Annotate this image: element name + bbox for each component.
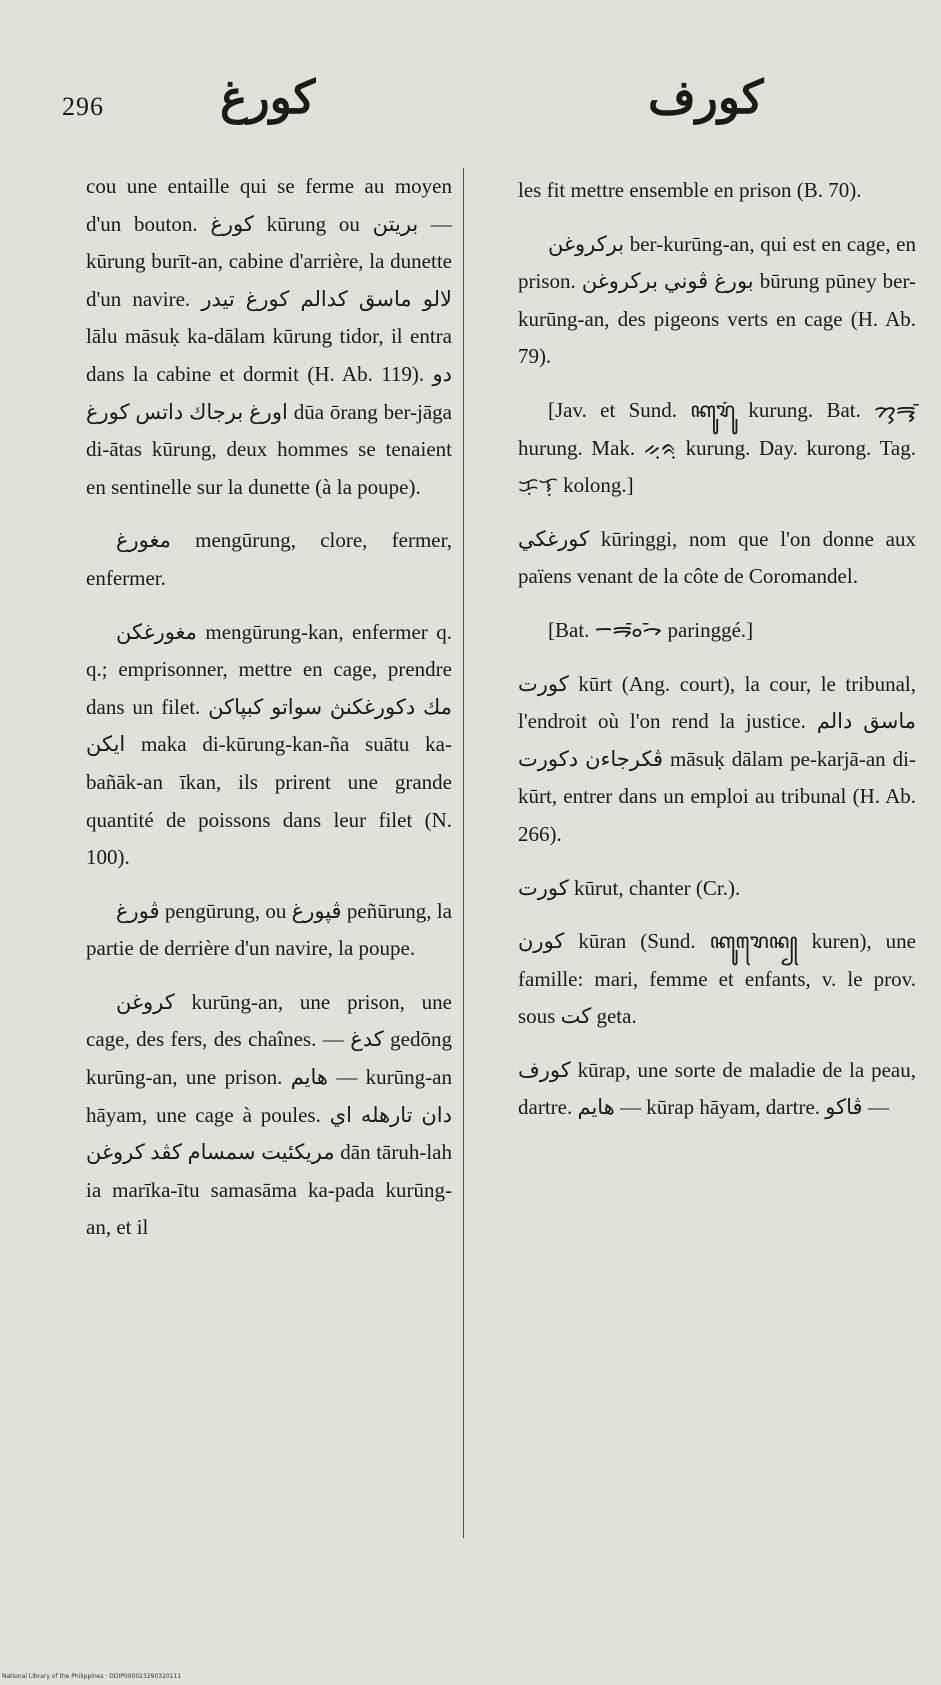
etymology-note: [Bat. ᯇᯒᯪᯰᯎᯩ paringgé.] — [548, 617, 754, 642]
left-column — [86, 168, 452, 1263]
entry-paragraph: کورت kūrt (Ang. court), la cour, le tribunal, l'endroit où l'on rend la justice. ماسق دالم ڤکرجاءن دکورت māsuḳ dālam pe-karjā-an di-kūrt, entrer dans un emploi au tribunal (H. Ab. 266). — [518, 671, 916, 846]
column-divider — [463, 168, 464, 1538]
right-column — [518, 172, 916, 1143]
entry-paragraph: مغورغکن mengūrung-kan, enfermer q. q.; emprisonner, mettre en cage, prendre dans un filet. مك دکورغکنڽ سواتو کبڽاکن ايکن maka di-kūrung-kan-ña suātu ka-bañāk-an īkan, ils prirent une grande quantité de poissons dans leur filet (N. 100). — [86, 619, 452, 870]
page-number: 296 — [62, 92, 104, 121]
running-head-right: کورف — [648, 70, 764, 124]
etymology-note: [Jav. et Sund. ꦏꦸꦫꦸꦁ kurung. Bat. ᯂᯮᯒᯮᯰ hurung. Mak. ᨀᨘᨑᨘ kurung. Day. kurong. Tag. ᜃᜓᜎᜓ kolong.] — [518, 397, 916, 498]
entry-paragraph: برکروغن ber-kurūng-an, qui est en cage, en prison. بورغ ڤوني برکروغن būrung pūney ber-kurūng-an, des pigeons verts en cage (H. Ab. 79). — [518, 231, 917, 369]
entry-paragraph: cou une entaille qui se ferme au moyen d'un bouton. کورغ kūrung ou بريتن — kūrung burīt-an, cabine d'arrière, la dunette d'un navire. لالو ماسق کدالم کورغ تيدر lālu māsuḳ ka-dālam kūrung tidor, il entra dans la cabine et dormit (H. Ab. 119). دو اورغ برجاك داتس کورغ dūa ōrang ber-jāga di-ātas kūrung, deux hommes se tenaient en sentinelle sur la dunette (à la poupe). — [86, 174, 453, 499]
entry-paragraph: ڤورغ pengūrung, ou ڤڽورغ peñūrung, la partie de derrière d'un navire, la poupe. — [86, 898, 452, 961]
entry-paragraph: کورف kūrap, une sorte de maladie de la peau, dartre. هايم — kūrap hāyam, dartre. ڤاکو — — [518, 1057, 916, 1120]
scan-footer: National Library of the Philippines · DDIP000023290320111 — [2, 1673, 182, 1680]
entry-paragraph: les fit mettre ensemble en prison (B. 70). — [518, 178, 862, 202]
entry-paragraph: مغورغ mengūrung, clore, fermer, enfermer. — [86, 528, 452, 590]
entry-paragraph: کورغکي kūringgi, nom que l'on donne aux païens venant de la côte de Coromandel. — [518, 526, 916, 589]
entry-paragraph: کروغن kurūng-an, une prison, une cage, des fers, des chaînes. — کدغ gedōng kurūng-an, une prison. هايم — kurūng-an hāyam, une cage à poules. دان تارهله اي مريکئيت سمسام کڤد کروغن dān tāruh-lah ia marīka-ītu samasāma ka-pada kurūng-an, et il — [86, 989, 452, 1240]
entry-paragraph: کورن kūran (Sund. ꦏꦸꦫꦺꦤ꧀ kuren), une famille: mari, femme et enfants, v. le prov. sous کت geta. — [518, 929, 916, 1029]
running-head-left: کورغ — [220, 70, 316, 124]
entry-paragraph: کورت kūrut, chanter (Cr.). — [518, 875, 741, 900]
